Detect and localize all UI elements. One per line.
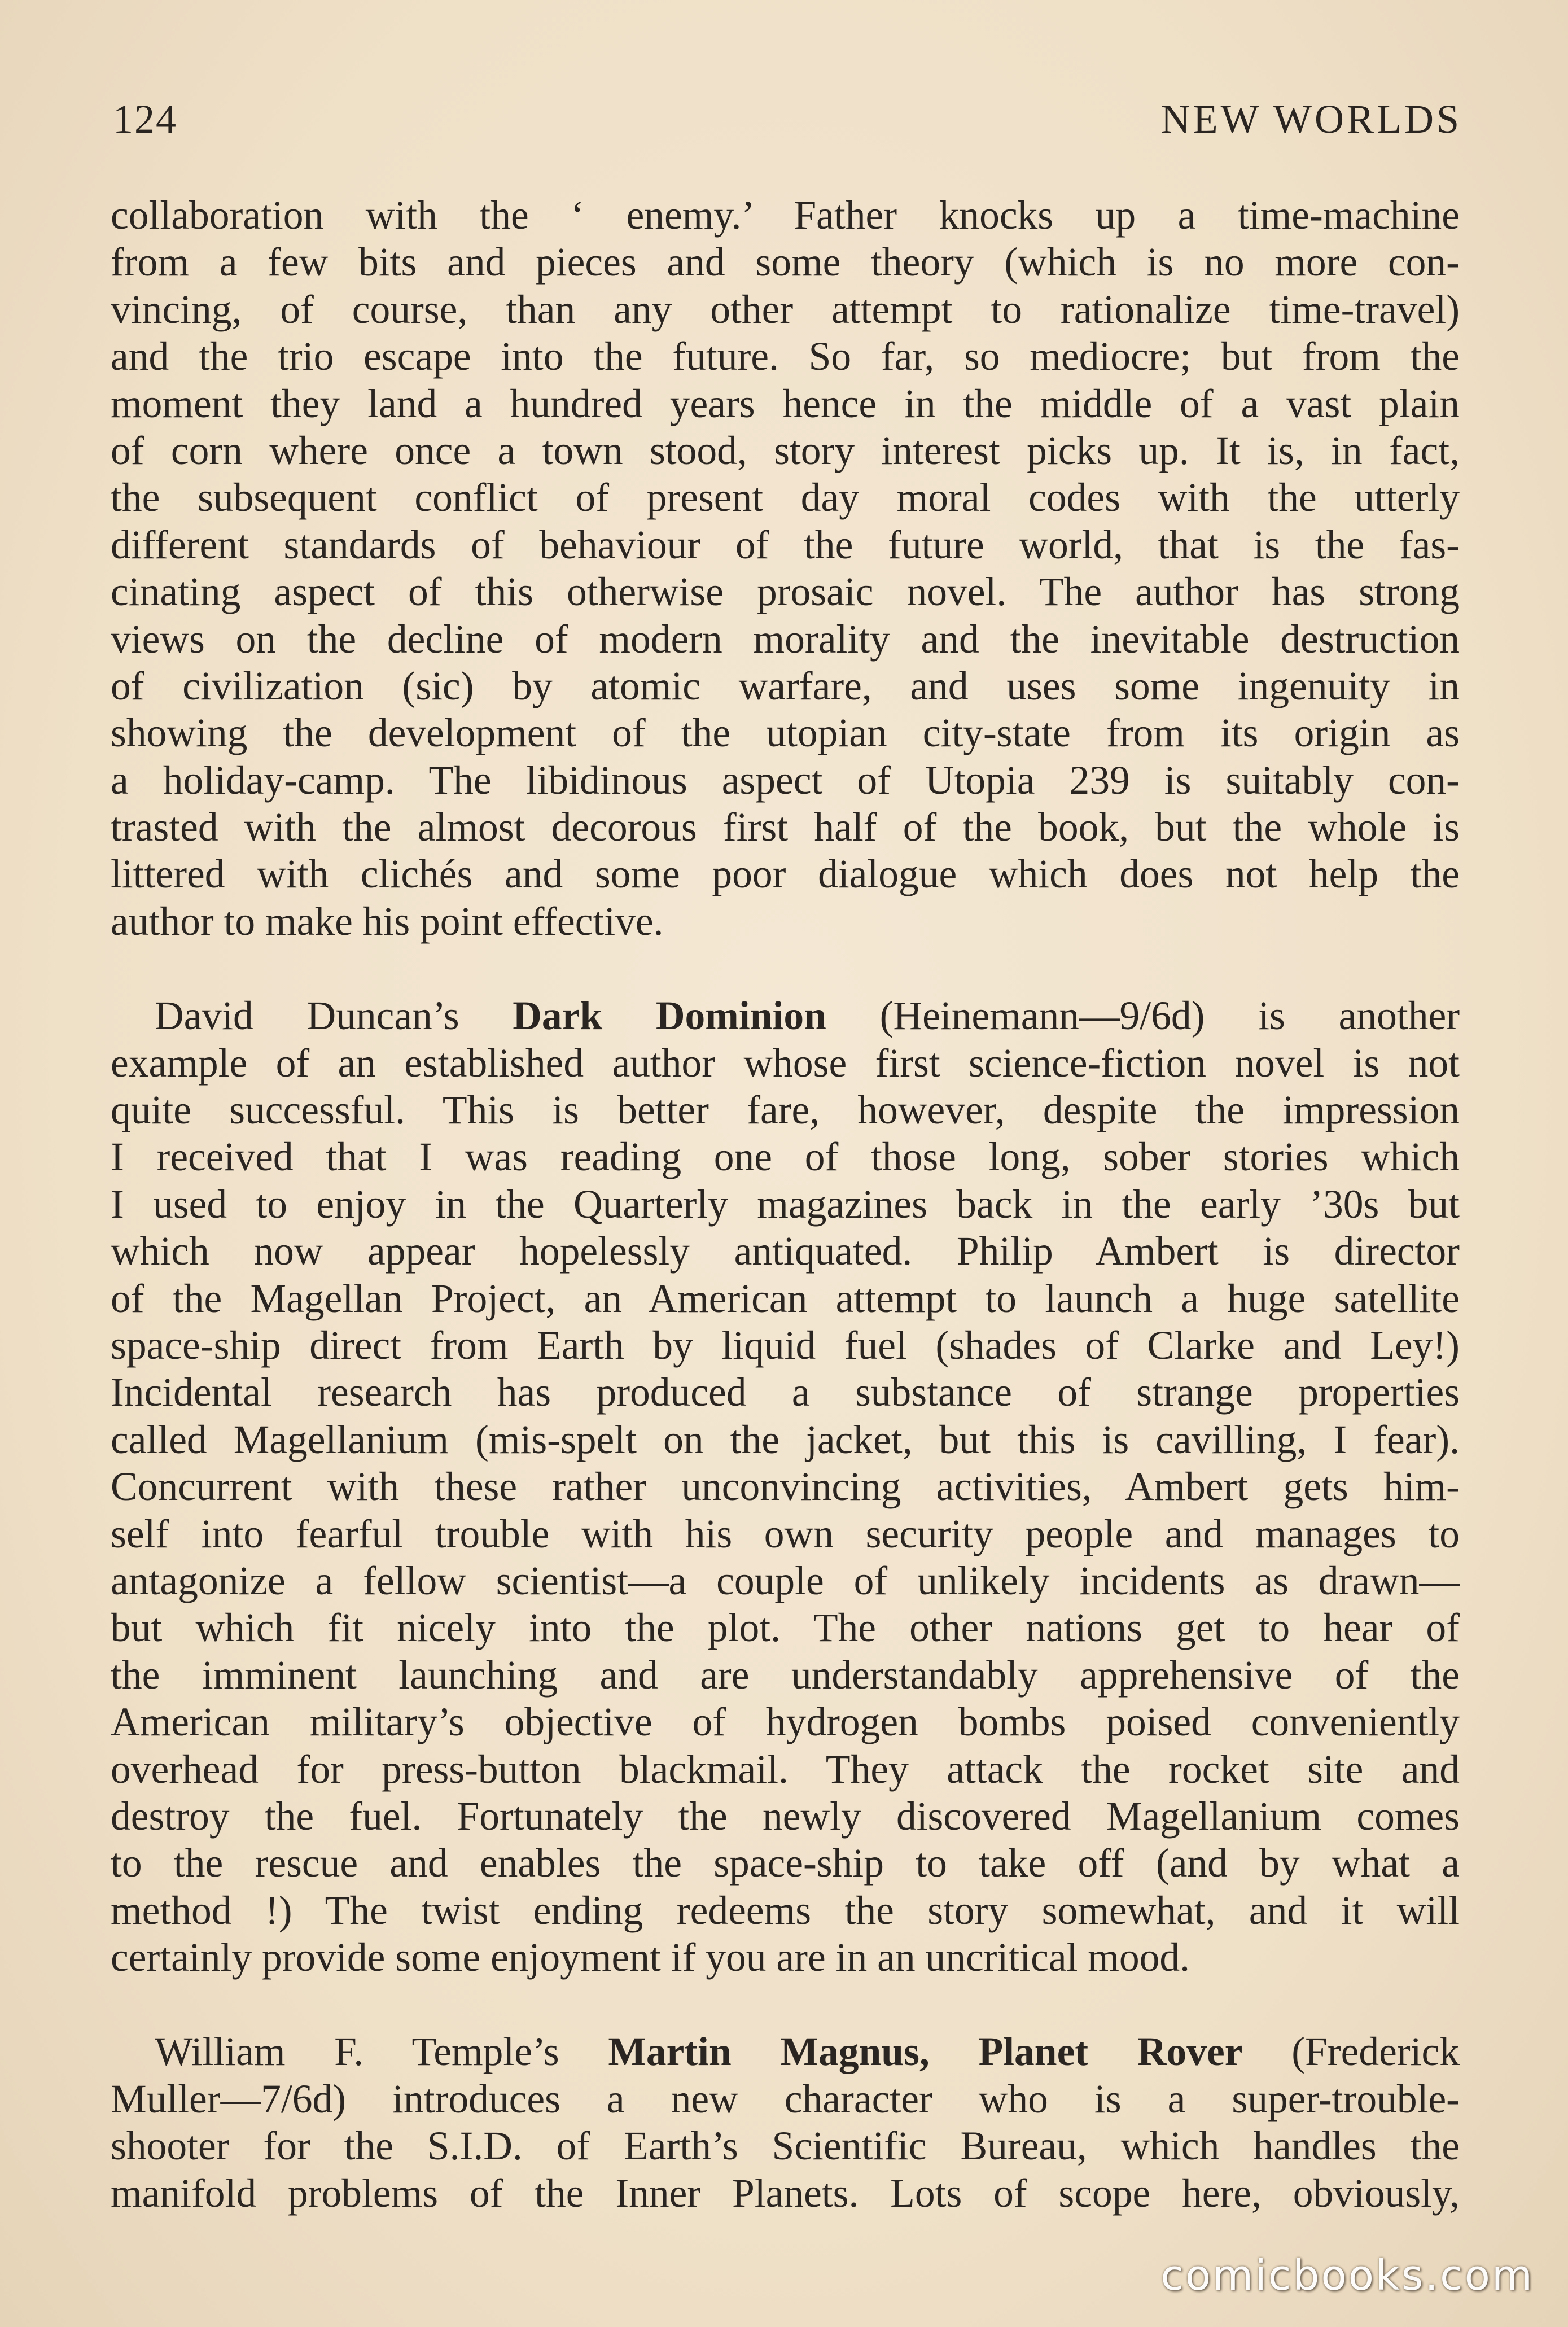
text-line: to the rescue and enables the space-ship to take off (and by what a bbox=[111, 1841, 1460, 1886]
text-line: the imminent launching and are understandably apprehensive of the bbox=[111, 1652, 1460, 1698]
text-line: the subsequent conflict of present day moral codes with the utterly bbox=[111, 475, 1460, 520]
book-title: Dark Dominion bbox=[513, 994, 826, 1039]
text-line: American military’s objective of hydrogen bombs poised conveniently bbox=[111, 1700, 1460, 1745]
text-line: author to make his point effective. bbox=[111, 899, 664, 944]
text-line: trasted with the almost decorous first half of the book, but the whole is bbox=[111, 805, 1460, 850]
text-line-first bbox=[111, 2028, 1460, 2075]
text-line: collaboration with the ‘ enemy.’ Father knocks up a time-machine bbox=[111, 193, 1460, 238]
text-line: but which fit nicely into the plot. The other nations get to hear of bbox=[111, 1606, 1460, 1651]
text-line: Muller—7/6d) introduces a new character who is a super-trouble- bbox=[111, 2076, 1460, 2122]
text-line: I used to enjoy in the Quarterly magazines back in the early ’30s but bbox=[111, 1182, 1460, 1227]
text-line: of the Magellan Project, an American attempt to launch a huge satellite bbox=[111, 1276, 1460, 1321]
book-title: Martin Magnus, Planet Rover bbox=[608, 2029, 1243, 2075]
text-line: which now appear hopelessly antiquated. Philip Ambert is director bbox=[111, 1229, 1460, 1274]
text-line: manifold problems of the Inner Planets. Lots of scope here, obviously, bbox=[111, 2171, 1460, 2216]
text-line: quite successful. This is better fare, however, despite the impression bbox=[111, 1088, 1460, 1133]
text-line: Incidental research has produced a substance of strange properties bbox=[111, 1370, 1460, 1415]
text-line: example of an established author whose first science-fiction novel is not bbox=[111, 1040, 1460, 1086]
paragraph-martin-magnus-review bbox=[111, 2028, 1460, 2217]
text-line: space-ship direct from Earth by liquid fuel (shades of Clarke and Ley!) bbox=[111, 1323, 1460, 1368]
text-line: cinating aspect of this otherwise prosaic novel. The author has strong bbox=[111, 570, 1460, 615]
text-line: antagonize a fellow scientist—a couple of unlikely incidents as drawn— bbox=[111, 1558, 1460, 1603]
text-line: Concurrent with these rather unconvincing activities, Ambert gets him- bbox=[111, 1464, 1460, 1510]
paragraph-dark-dominion-review bbox=[111, 992, 1460, 1981]
page-number: 124 bbox=[113, 97, 177, 142]
paragraph-continuation bbox=[111, 192, 1460, 945]
text-line: overhead for press-button blackmail. They attack the rocket site and bbox=[111, 1747, 1460, 1792]
text-run: (Frederick bbox=[1242, 2029, 1460, 2075]
text-line: certainly provide some enjoyment if you are in an uncritical mood. bbox=[111, 1935, 1190, 1980]
text-line: different standards of behaviour of the future world, that is the fas- bbox=[111, 522, 1460, 567]
text-line: showing the development of the utopian city-state from its origin as bbox=[111, 711, 1460, 756]
text-line: of corn where once a town stood, story interest picks up. It is, in fact, bbox=[111, 428, 1460, 473]
text-line: and the trio escape into the future. So far, so mediocre; but from the bbox=[111, 334, 1460, 379]
text-line: self into fearful trouble with his own security people and manages to bbox=[111, 1511, 1460, 1556]
body-text bbox=[111, 192, 1460, 2217]
watermark: comicbooks.com bbox=[1160, 2251, 1534, 2300]
text-line-first bbox=[111, 992, 1460, 1039]
text-line: moment they land a hundred years hence in the middle of a vast plain bbox=[111, 381, 1460, 426]
text-line: littered with clichés and some poor dialogue which does not help the bbox=[111, 852, 1460, 897]
text-run: William F. Temple’s bbox=[155, 2029, 608, 2075]
page-header bbox=[113, 96, 1462, 158]
text-line: views on the decline of modern morality and the inevitable destruction bbox=[111, 616, 1460, 662]
text-run: David Duncan’s bbox=[155, 994, 513, 1039]
running-head: NEW WORLDS bbox=[1160, 97, 1462, 142]
text-line: of civilization (sic) by atomic warfare, and uses some ingenuity in bbox=[111, 663, 1460, 708]
text-run: (Heinemann—9/6d) is another bbox=[826, 994, 1460, 1039]
text-line: I received that I was reading one of those long, sober stories which bbox=[111, 1135, 1460, 1180]
text-line: method !) The twist ending redeems the story somewhat, and it will bbox=[111, 1888, 1460, 1933]
text-line: called Magellanium (mis-spelt on the jacket, but this is cavilling, I fear). bbox=[111, 1417, 1460, 1462]
text-line: from a few bits and pieces and some theory (which is no more con- bbox=[111, 240, 1460, 285]
text-line: shooter for the S.I.D. of Earth’s Scientific Bureau, which handles the bbox=[111, 2124, 1460, 2169]
text-line: destroy the fuel. Fortunately the newly discovered Magellanium comes bbox=[111, 1794, 1460, 1839]
text-line: vincing, of course, than any other attempt to rationalize time-travel) bbox=[111, 287, 1460, 332]
text-line: a holiday-camp. The libidinous aspect of Utopia 239 is suitably con- bbox=[111, 758, 1460, 803]
